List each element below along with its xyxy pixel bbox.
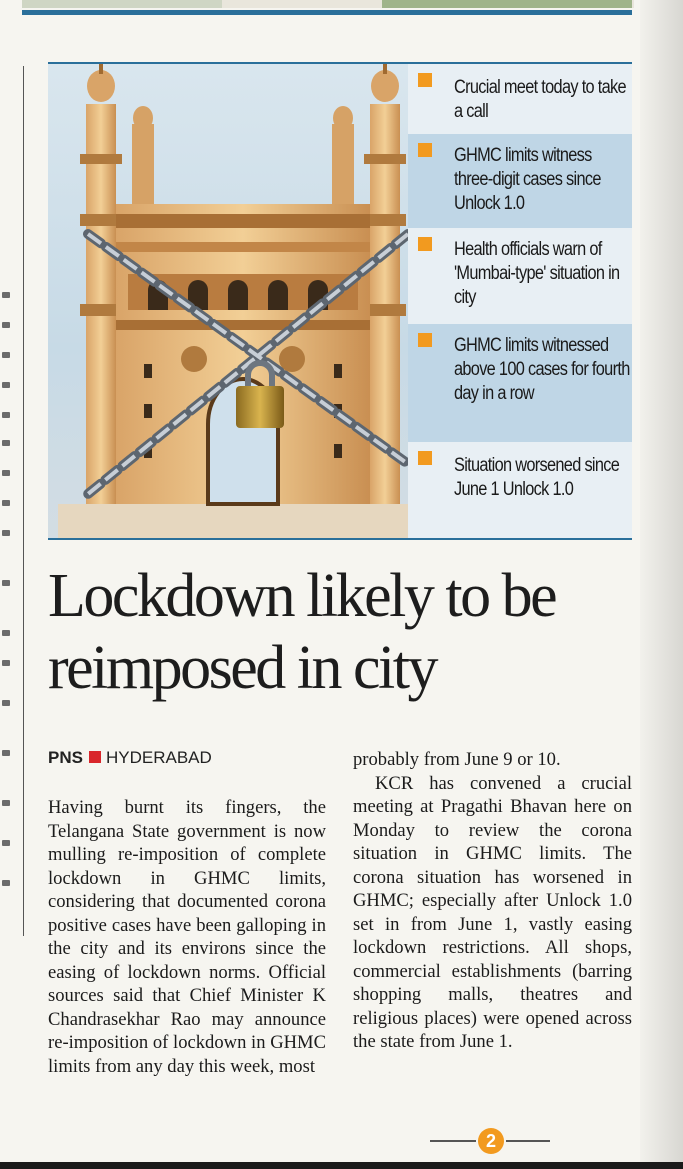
infographic-box — [48, 62, 632, 540]
byline — [48, 748, 212, 770]
paragraph: Having burnt its fingers, the Telangana State government is now mulling re-imposition of complete lockdown in GHMC limits, considering that documented corona positive cases have been galloping in the city and its environs since the easing of lockdown norms. Official sources said that Chief Minister K Chandrasekhar Rao may announce re-imposition of lockdown in GHMC limits from any day this week, most — [48, 797, 326, 1077]
column-divider — [23, 66, 24, 936]
article-column-2 — [353, 748, 632, 1054]
page-edge-shadow — [640, 0, 683, 1162]
divider — [430, 1140, 476, 1142]
list-item: Health officials warn of 'Mumbai-type' situation in city — [408, 228, 632, 324]
byline-place: HYDERABAD — [105, 748, 212, 767]
byline-agency: PNS — [48, 748, 83, 767]
top-photo-strip — [22, 0, 634, 8]
orange-bullet-icon — [418, 333, 432, 347]
adjacent-column-fragment — [0, 60, 20, 940]
list-item: GHMC limits witness three-digit cases since Unlock 1.0 — [408, 134, 632, 228]
orange-bullet-icon — [418, 451, 432, 465]
charminar-locked-illustration — [58, 64, 418, 538]
top-rule — [22, 10, 632, 15]
divider — [506, 1140, 550, 1142]
paragraph: KCR has convened a crucial meeting at Pragathi Bhavan here on Monday to review the corona situation in GHMC limits. The corona situation has worsened in GHMC; especially after Unlock 1.0 set in from June 1, vastly easing lockdown restrictions. All shops, commercial establishments (barring shopping malls, theatres and religious places) were opened across the state from June 1. — [353, 772, 632, 1052]
orange-bullet-icon — [418, 73, 432, 87]
orange-bullet-icon — [418, 237, 432, 251]
article-column-1 — [48, 796, 326, 1078]
list-item: Situation worsened since June 1 Unlock 1.0 — [408, 442, 632, 538]
orange-bullet-icon — [418, 143, 432, 157]
page-number-marker — [430, 1126, 550, 1156]
red-square-icon — [89, 751, 101, 763]
page-number: 2 — [478, 1128, 504, 1154]
paragraph-continued: probably from June 9 or 10. — [353, 749, 561, 770]
headline: Lockdown likely to be reimposed in city — [48, 562, 556, 702]
left-minaret — [80, 64, 122, 504]
list-item: GHMC limits witnessed above 100 cases for fourth day in a row — [408, 324, 632, 442]
key-points-list — [408, 64, 632, 538]
list-item: Crucial meet today to take a call — [408, 64, 632, 134]
ground — [58, 504, 418, 538]
